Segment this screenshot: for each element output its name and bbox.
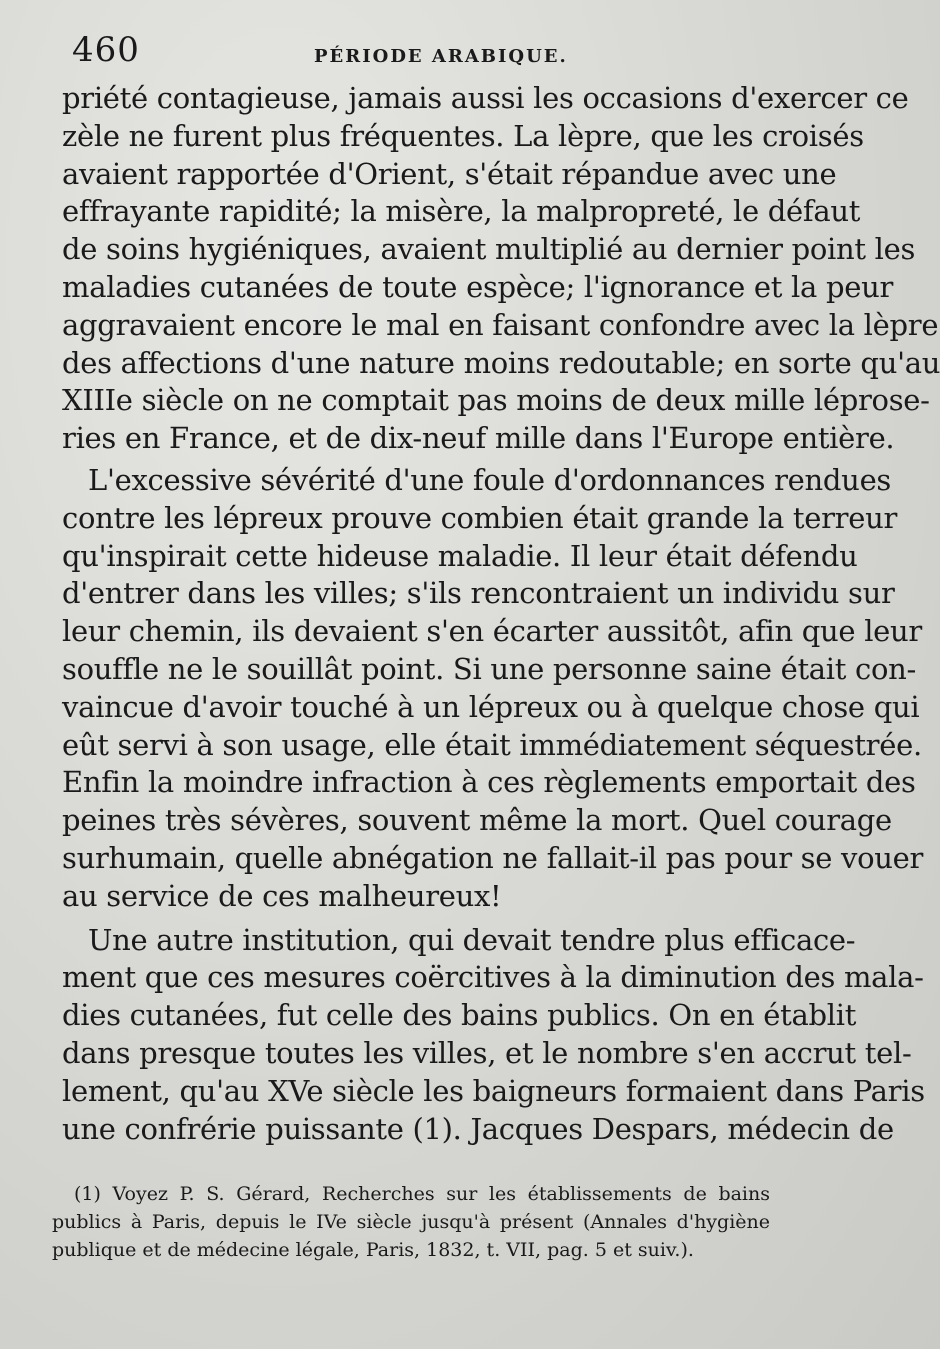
running-title: PÉRIODE ARABIQUE. bbox=[314, 46, 568, 67]
footnote-line: (1) Voyez P. S. Gérard, Recherches sur les établissements de bains bbox=[74, 1183, 770, 1205]
text-line: leur chemin, ils devaient s'en écarter aussitôt, afin que leur bbox=[62, 614, 922, 649]
text-line: Enfin la moindre infraction à ces règlements emportait des bbox=[62, 765, 916, 800]
text-line: zèle ne furent plus fréquentes. La lèpre, que les croisés bbox=[62, 118, 864, 153]
paragraph-1 bbox=[62, 80, 940, 458]
text-line: contre les lépreux prouve combien était grande la terreur bbox=[62, 500, 898, 535]
footnote bbox=[52, 1180, 770, 1264]
page-number: 460 bbox=[72, 30, 140, 70]
text-line: souffle ne le souillât point. Si une personne saine était con- bbox=[62, 651, 917, 686]
footnote-line: publics à Paris, depuis le IVe siècle jusqu'à présent (Annales d'hygiène bbox=[52, 1211, 770, 1233]
text-line: vaincue d'avoir touché à un lépreux ou à quelque chose qui bbox=[62, 689, 920, 724]
text-line: lement, qu'au XVe siècle les baigneurs formaient dans Paris bbox=[62, 1073, 925, 1108]
paragraph-2 bbox=[62, 462, 924, 916]
text-line: dies cutanées, fut celle des bains publics. On en établit bbox=[62, 998, 857, 1033]
text-line: une confrérie puissante (1). Jacques Despars, médecin de bbox=[62, 1111, 894, 1146]
text-line: d'entrer dans les villes; s'ils rencontraient un individu sur bbox=[62, 576, 895, 611]
text-line: eût servi à son usage, elle était immédiatement séquestrée. bbox=[62, 727, 922, 762]
text-line: Une autre institution, qui devait tendre plus efficace- bbox=[88, 922, 856, 957]
text-line: priété contagieuse, jamais aussi les occasions d'exercer ce bbox=[62, 81, 909, 115]
text-line: de soins hygiéniques, avaient multiplié au dernier point les bbox=[62, 232, 916, 267]
page-header bbox=[72, 30, 762, 74]
text-line: aggravaient encore le mal en faisant confondre avec la lèpre bbox=[62, 307, 939, 342]
text-line: L'excessive sévérité d'une foule d'ordonnances rendues bbox=[88, 462, 892, 497]
text-line: avaient rapportée d'Orient, s'était répandue avec une bbox=[62, 156, 837, 191]
text-line: dans presque toutes les villes, et le nombre s'en accrut tel- bbox=[62, 1035, 912, 1070]
text-line: XIIIe siècle on ne comptait pas moins de deux mille léprose- bbox=[62, 383, 930, 418]
text-line: des affections d'une nature moins redoutable; en sorte qu'au bbox=[62, 345, 940, 380]
text-line: surhumain, quelle abnégation ne fallait-il pas pour se vouer bbox=[62, 840, 924, 875]
text-line: au service de ces malheureux! bbox=[62, 878, 502, 913]
text-line: maladies cutanées de toute espèce; l'ignorance et la peur bbox=[62, 269, 894, 304]
text-line: qu'inspirait cette hideuse maladie. Il leur était défendu bbox=[62, 538, 858, 573]
text-line: ment que ces mesures coërcitives à la diminution des mala- bbox=[62, 960, 924, 995]
footnote-line: publique et de médecine légale, Paris, 1832, t. VII, pag. 5 et suiv.). bbox=[52, 1239, 694, 1261]
text-line: effrayante rapidité; la misère, la malpropreté, le défaut bbox=[62, 194, 861, 229]
body-text bbox=[62, 80, 940, 1148]
text-line: ries en France, et de dix-neuf mille dans l'Europe entière. bbox=[62, 421, 895, 456]
text-line: peines très sévères, souvent même la mort. Quel courage bbox=[62, 803, 892, 838]
paragraph-3 bbox=[62, 922, 925, 1149]
